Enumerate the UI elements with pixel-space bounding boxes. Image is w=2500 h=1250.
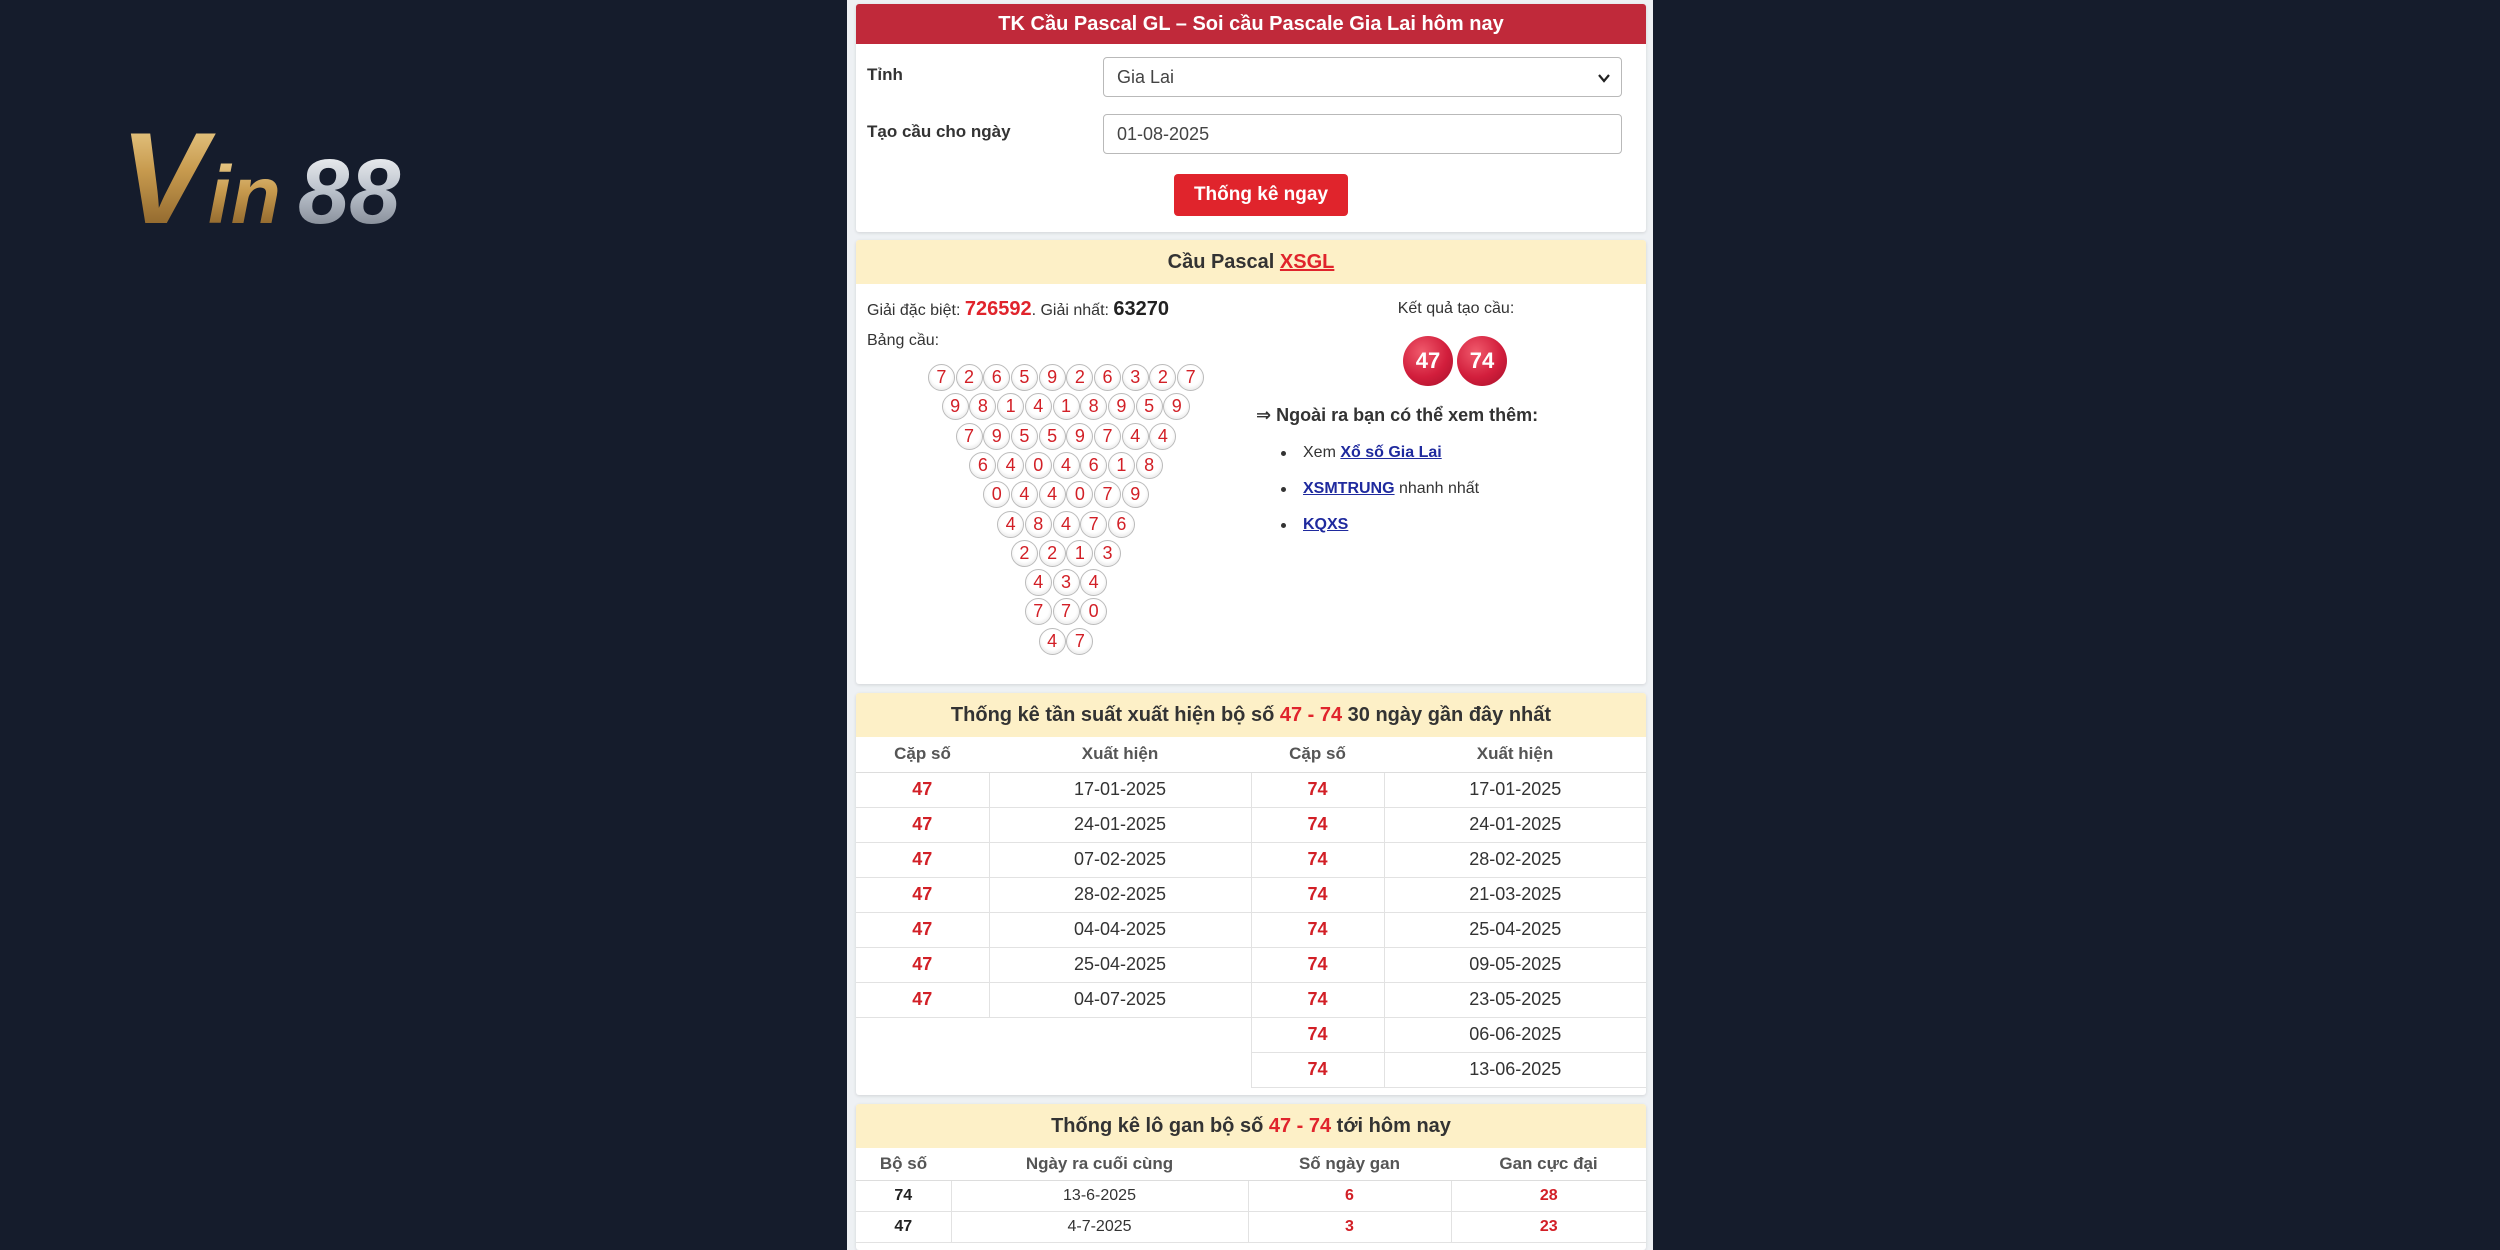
pair-cell: 74 <box>1251 842 1384 877</box>
pascal-ball: 7 <box>1053 598 1080 625</box>
pascal-ball: 4 <box>1080 569 1107 596</box>
pair-cell: 74 <box>1251 982 1384 1017</box>
pair-cell <box>856 1052 989 1087</box>
gan-card <box>856 1104 1646 1250</box>
gan-table <box>856 1148 1646 1243</box>
pair-cell <box>856 1017 989 1052</box>
special-prize-label: Giải đặc biệt: <box>867 302 965 319</box>
pascal-ball: 6 <box>1094 364 1121 391</box>
first-prize-label: . Giải nhất: <box>1031 302 1114 319</box>
column-header: Cặp số <box>856 737 989 772</box>
column-header: Số ngày gan <box>1248 1148 1451 1180</box>
table-header-row <box>856 737 1646 772</box>
pascal-ball: 0 <box>1080 598 1107 625</box>
date-cell: 28-02-2025 <box>989 877 1251 912</box>
table-row <box>856 877 1646 912</box>
pascal-ball: 3 <box>1053 569 1080 596</box>
pascal-ball: 9 <box>983 423 1010 450</box>
date-input[interactable] <box>1103 114 1622 154</box>
result-ball: 47 <box>1403 336 1453 386</box>
pascal-ball: 7 <box>1080 511 1107 538</box>
pascal-ball: 7 <box>1025 598 1052 625</box>
item-prefix: Xem <box>1303 444 1341 461</box>
pascal-ball: 7 <box>1066 628 1093 655</box>
pascal-ball: 2 <box>1066 364 1093 391</box>
pascal-ball: 5 <box>1011 423 1038 450</box>
see-more-list <box>1281 440 1479 548</box>
last-date-cell: 4-7-2025 <box>951 1211 1248 1242</box>
svg-text:in: in <box>208 150 281 241</box>
frequency-title-suffix: 30 ngày gần đây nhất <box>1342 704 1552 726</box>
table-row <box>856 772 1646 807</box>
number-cell: 47 <box>856 1211 951 1242</box>
date-cell: 13-06-2025 <box>1384 1052 1646 1087</box>
date-cell: 09-05-2025 <box>1384 947 1646 982</box>
form-title: TK Cầu Pascal GL – Soi cầu Pascale Gia Lai hôm nay <box>856 4 1646 44</box>
date-cell: 23-05-2025 <box>1384 982 1646 1017</box>
pascal-ball: 4 <box>1025 393 1052 420</box>
date-cell: 25-04-2025 <box>989 947 1251 982</box>
pascal-ball: 4 <box>1039 481 1066 508</box>
pascal-ball: 5 <box>1039 423 1066 450</box>
list-item <box>1281 476 1479 512</box>
frequency-title-prefix: Thống kê tần suất xuất hiện bộ số <box>950 704 1280 726</box>
pair-cell: 74 <box>1251 877 1384 912</box>
column-header: Cặp số <box>1251 737 1384 772</box>
pascal-ball: 9 <box>1039 364 1066 391</box>
date-cell: 04-07-2025 <box>989 982 1251 1017</box>
result-label: Kết quả tạo cầu: <box>1397 300 1515 317</box>
pascal-ball: 6 <box>1108 511 1135 538</box>
date-cell: 24-01-2025 <box>989 807 1251 842</box>
date-cell <box>989 1017 1251 1052</box>
pascal-ball: 3 <box>1094 540 1121 567</box>
pair-cell: 47 <box>856 912 989 947</box>
pascal-ball: 4 <box>1025 569 1052 596</box>
pascal-ball: 4 <box>1039 628 1066 655</box>
pascal-ball: 9 <box>1108 393 1135 420</box>
frequency-title <box>856 693 1646 737</box>
pascal-ball: 4 <box>1149 423 1176 450</box>
date-cell: 21-03-2025 <box>1384 877 1646 912</box>
date-cell: 25-04-2025 <box>1384 912 1646 947</box>
pair-cell: 47 <box>856 842 989 877</box>
date-cell <box>989 1052 1251 1087</box>
submit-button[interactable]: Thống kê ngay <box>1174 174 1348 216</box>
pascal-ball: 2 <box>956 364 983 391</box>
pascal-ball: 7 <box>1094 481 1121 508</box>
pascal-ball: 7 <box>928 364 955 391</box>
pair-cell: 74 <box>1251 1052 1384 1087</box>
gan-title-prefix: Thống kê lô gan bộ số <box>1051 1115 1269 1137</box>
date-cell: 24-01-2025 <box>1384 807 1646 842</box>
table-row <box>856 1180 1646 1211</box>
column-header: Bộ số <box>856 1148 951 1180</box>
pascal-ball: 9 <box>942 393 969 420</box>
column-header: Ngày ra cuối cùng <box>951 1148 1248 1180</box>
pascal-ball: 5 <box>1011 364 1038 391</box>
pascal-ball: 1 <box>1108 452 1135 479</box>
date-label: Tạo cầu cho ngày <box>867 122 1011 141</box>
pascal-ball: 4 <box>1011 481 1038 508</box>
pair-cell: 47 <box>856 772 989 807</box>
first-prize-value: 63270 <box>1113 298 1170 320</box>
pascal-ball: 9 <box>1122 481 1149 508</box>
max-gan-cell: 23 <box>1451 1211 1646 1242</box>
kqxs-link[interactable]: KQXS <box>1303 516 1349 533</box>
pascal-ball: 4 <box>997 511 1024 538</box>
pascal-pyramid <box>856 240 1256 684</box>
pair-cell: 74 <box>1251 947 1384 982</box>
date-cell: 17-01-2025 <box>1384 772 1646 807</box>
date-cell: 28-02-2025 <box>1384 842 1646 877</box>
pascal-ball: 8 <box>1080 393 1107 420</box>
frequency-title-highlight: 47 - 74 <box>1279 704 1343 726</box>
pascal-ball: 0 <box>1025 452 1052 479</box>
pascal-ball: 1 <box>1066 540 1093 567</box>
max-gan-cell: 28 <box>1451 1180 1646 1211</box>
pascal-ball: 0 <box>1066 481 1093 508</box>
gan-days-cell: 6 <box>1248 1180 1451 1211</box>
table-row <box>856 947 1646 982</box>
pascal-ball: 0 <box>983 481 1010 508</box>
pascal-ball: 1 <box>1053 393 1080 420</box>
table-header-row <box>856 1148 1646 1180</box>
main-column <box>847 0 1653 1250</box>
pair-cell: 74 <box>1251 1017 1384 1052</box>
pascal-ball: 7 <box>1177 364 1204 391</box>
pascal-ball: 9 <box>1066 423 1093 450</box>
column-header: Gan cực đại <box>1451 1148 1646 1180</box>
pascal-ball: 8 <box>1136 452 1163 479</box>
pair-cell: 47 <box>856 877 989 912</box>
pascal-ball: 9 <box>1163 393 1190 420</box>
pascal-ball: 6 <box>1080 452 1107 479</box>
date-cell: 17-01-2025 <box>989 772 1251 807</box>
table-row <box>856 1211 1646 1242</box>
gan-title <box>856 1104 1646 1148</box>
list-item <box>1281 440 1479 476</box>
table-row <box>856 982 1646 1017</box>
pair-cell: 74 <box>1251 807 1384 842</box>
pascal-ball: 8 <box>1025 511 1052 538</box>
pair-cell: 47 <box>856 807 989 842</box>
table-row <box>856 912 1646 947</box>
pascal-card <box>856 240 1646 684</box>
pascal-ball: 4 <box>1053 452 1080 479</box>
province-row <box>867 57 1622 97</box>
pascal-title-prefix: Cầu Pascal <box>1167 251 1280 273</box>
pascal-ball: 7 <box>1094 423 1121 450</box>
pascal-ball: 2 <box>1039 540 1066 567</box>
table-label: Bảng cầu: <box>867 332 940 349</box>
chevron-down-icon <box>1597 71 1611 85</box>
result-ball: 74 <box>1457 336 1507 386</box>
list-item <box>1281 512 1479 548</box>
province-select[interactable] <box>1103 57 1622 97</box>
gan-title-suffix: tới hôm nay <box>1331 1115 1451 1137</box>
item-suffix: nhanh nhất <box>1394 480 1480 497</box>
pascal-ball: 4 <box>997 452 1024 479</box>
gan-title-highlight: 47 - 74 <box>1268 1115 1332 1137</box>
pair-cell: 47 <box>856 982 989 1017</box>
date-cell: 07-02-2025 <box>989 842 1251 877</box>
pascal-ball: 8 <box>969 393 996 420</box>
pascal-ball: 1 <box>997 393 1024 420</box>
pair-cell: 74 <box>1251 912 1384 947</box>
table-row <box>856 842 1646 877</box>
table-row <box>856 1052 1646 1087</box>
gan-days-cell: 3 <box>1248 1211 1451 1242</box>
pascal-ball: 4 <box>1122 423 1149 450</box>
see-more-heading: ⇒ Ngoài ra bạn có thể xem thêm: <box>1256 405 1539 425</box>
special-prize-value: 726592 <box>964 298 1032 320</box>
xoso-gialai-link[interactable]: Xổ số Gia Lai <box>1340 444 1442 461</box>
table-row <box>856 807 1646 842</box>
xsmtrung-link[interactable]: XSMTRUNG <box>1303 480 1395 497</box>
xsgl-link[interactable]: XSGL <box>1279 251 1335 273</box>
pascal-ball: 3 <box>1122 364 1149 391</box>
pair-cell: 47 <box>856 947 989 982</box>
column-header: Xuất hiện <box>989 737 1251 772</box>
pascal-ball: 6 <box>969 452 996 479</box>
date-cell: 04-04-2025 <box>989 912 1251 947</box>
svg-text:V: V <box>120 105 207 251</box>
pascal-ball: 4 <box>1053 511 1080 538</box>
vin88-logo <box>120 105 490 255</box>
number-cell: 74 <box>856 1180 951 1211</box>
last-date-cell: 13-6-2025 <box>951 1180 1248 1211</box>
pascal-ball: 6 <box>983 364 1010 391</box>
frequency-card <box>856 693 1646 1095</box>
pascal-ball: 2 <box>1149 364 1176 391</box>
lookup-form-card <box>856 4 1646 232</box>
frequency-table <box>856 737 1646 1088</box>
date-row <box>867 114 1622 154</box>
column-header: Xuất hiện <box>1384 737 1646 772</box>
pascal-ball: 7 <box>956 423 983 450</box>
date-value: 01-08-2025 <box>1117 124 1210 144</box>
pascal-ball: 2 <box>1011 540 1038 567</box>
province-value: Gia Lai <box>1117 67 1175 87</box>
pascal-ball: 5 <box>1136 393 1163 420</box>
date-cell: 06-06-2025 <box>1384 1017 1646 1052</box>
table-row <box>856 1017 1646 1052</box>
province-label: Tỉnh <box>867 65 903 84</box>
pair-cell: 74 <box>1251 772 1384 807</box>
svg-text:88: 88 <box>298 141 401 243</box>
